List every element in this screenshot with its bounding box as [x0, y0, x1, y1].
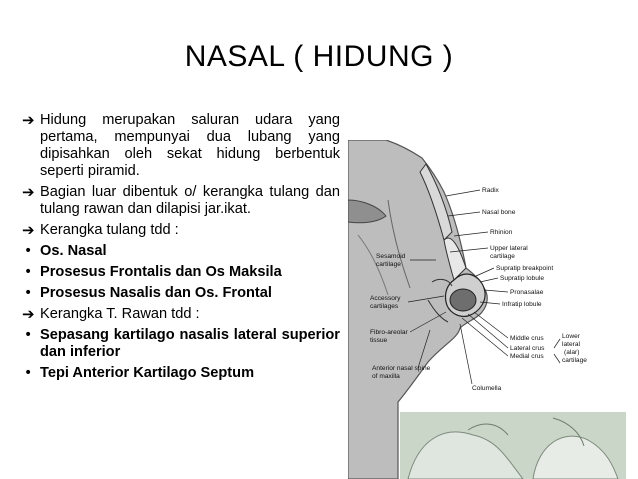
label-sesamoid: Sesamoid	[376, 253, 406, 260]
bullet-text: Kerangka T. Rawan tdd :	[40, 306, 200, 322]
label-upper-lateral: Upper lateral	[490, 245, 528, 252]
label-upper-lateral-2: cartilage	[490, 253, 515, 260]
label-lower-lateral: Lower	[562, 333, 580, 340]
bullet-text: Os. Nasal	[40, 243, 107, 259]
label-lower-lateral-4: cartilage	[562, 357, 587, 364]
label-radix: Radix	[482, 187, 499, 194]
label-columella: Columella	[472, 385, 502, 392]
arrow-right-icon: ➔	[22, 183, 35, 201]
bullet-item	[22, 264, 340, 281]
bullet-item	[22, 285, 340, 302]
label-pronasalae: Pronasalae	[510, 289, 544, 296]
arrow-right-icon: ➔	[22, 221, 35, 239]
label-lateral-crus: Lateral crus	[510, 345, 545, 352]
label-fibro-areolar-2: tissue	[370, 337, 388, 344]
bullet-item	[22, 112, 340, 180]
label-infratip-lobule: Infratip lobule	[502, 301, 542, 308]
sketch-background	[400, 412, 626, 479]
arrow-right-icon: ➔	[22, 111, 35, 129]
bullet-item	[22, 184, 340, 218]
label-anterior-nasal-spine-2: of maxilla	[372, 373, 400, 380]
label-accessory: Accessory	[370, 295, 401, 302]
bullet-text: Prosesus Frontalis dan Os Maksila	[40, 264, 282, 280]
bullet-text: Sepasang kartilago nasalis lateral superior dan inferior	[40, 327, 340, 360]
arrow-right-icon: ➔	[22, 305, 35, 323]
bullet-text: Prosesus Nasalis dan Os. Frontal	[40, 285, 272, 301]
bullet-text: Hidung merupakan saluran udara yang pertama, mempunyai dua lubang yang dipisahkan oleh sekat hidung berbentuk seperti piramid.	[40, 112, 340, 179]
bullet-dot-icon: •	[24, 243, 33, 259]
nose-anatomy-illustration	[348, 140, 626, 479]
label-supratip-breakpoint: Supratip breakpoint	[496, 265, 554, 272]
label-fibro-areolar: Fibro-areolar	[370, 329, 408, 336]
slide-title: NASAL ( HIDUNG )	[184, 40, 454, 73]
label-nasal-bone: Nasal bone	[482, 209, 516, 216]
label-medial-crus: Medial crus	[510, 353, 544, 360]
bullet-item	[22, 365, 340, 382]
bullet-text: Bagian luar dibentuk o/ kerangka tulang dan tulang rawan dan dilapisi jar.ikat.	[40, 184, 340, 217]
label-rhinion: Rhinion	[490, 229, 513, 236]
bullet-dot-icon: •	[24, 327, 33, 343]
bullet-item	[22, 306, 340, 323]
bullet-dot-icon: •	[24, 285, 33, 301]
bullet-dot-icon: •	[24, 365, 33, 381]
label-middle-crus: Middle crus	[510, 335, 544, 342]
bullet-item	[22, 243, 340, 260]
label-anterior-nasal-spine: Anterior nasal spine	[372, 365, 431, 372]
label-sesamoid-2: cartilage	[376, 261, 401, 268]
label-accessory-2: cartilages	[370, 303, 399, 310]
label-lower-lateral-3: (alar)	[564, 349, 580, 356]
bullet-item	[22, 222, 340, 239]
bullet-item	[22, 327, 340, 361]
bullet-list	[22, 112, 340, 386]
bullet-text: Tepi Anterior Kartilago Septum	[40, 365, 255, 381]
label-supratip-lobule: Supratip lobule	[500, 275, 544, 282]
bullet-dot-icon: •	[24, 264, 33, 280]
bullet-text: Kerangka tulang tdd :	[40, 222, 179, 238]
label-lower-lateral-2: lateral	[562, 341, 580, 348]
